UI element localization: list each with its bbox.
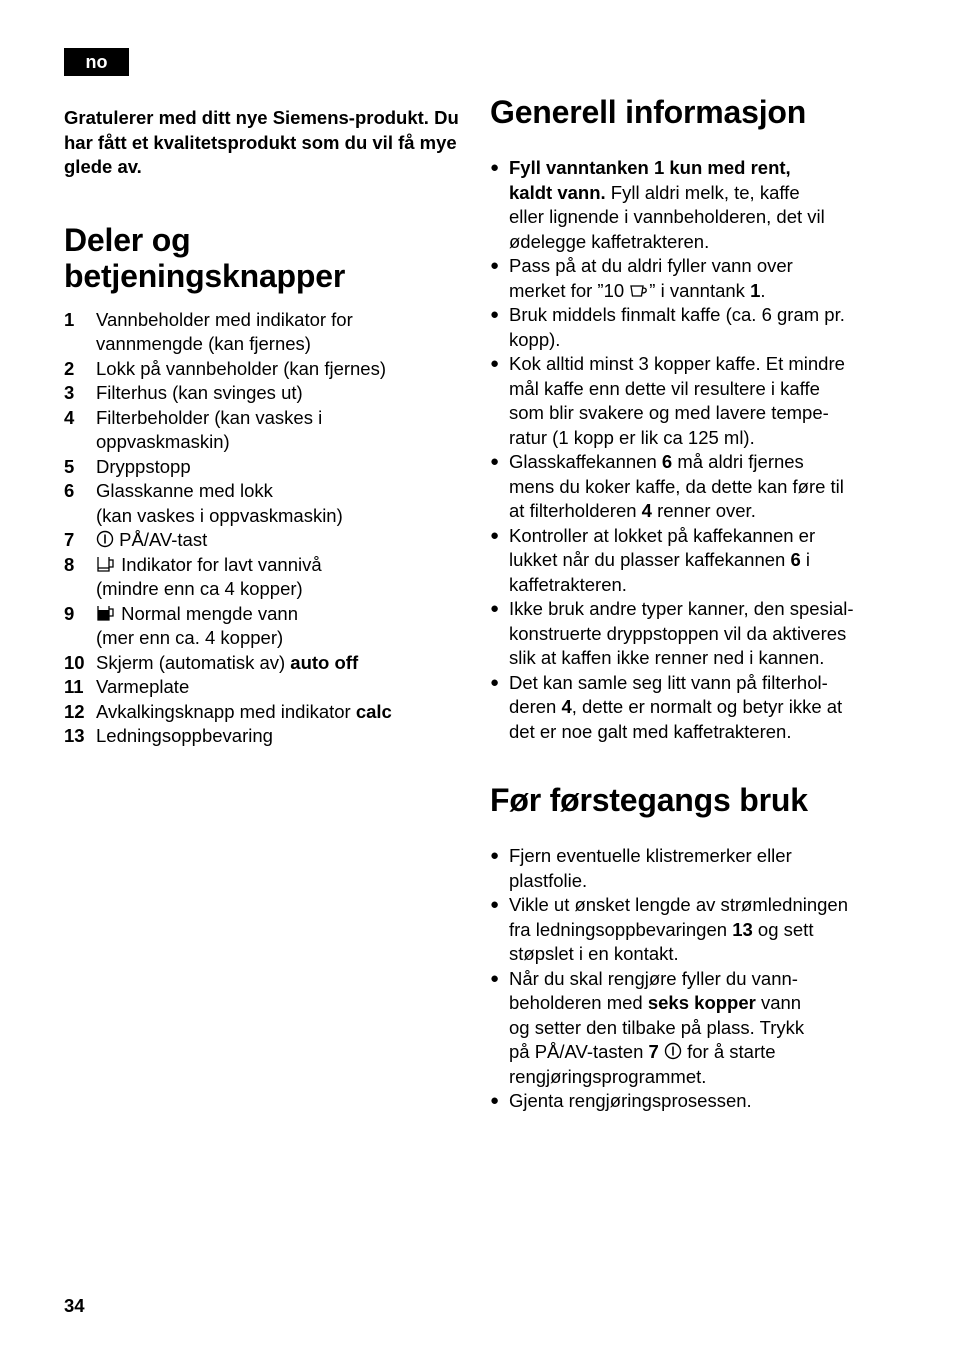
general-list: [490, 156, 890, 744]
part-text: Glasskanne med lokk (kan vaskes i oppvaskmaskin): [96, 480, 343, 526]
part-number: 9: [64, 602, 75, 624]
part-text: Indikator for lavt vannivå (mindre enn ca 4 kopper): [96, 553, 322, 599]
part-number: 3: [64, 382, 75, 403]
parts-list: [64, 308, 474, 749]
part-text: Varmeplate: [96, 676, 190, 697]
part-item-12: [64, 700, 474, 725]
bullet-icon: ●: [490, 847, 500, 864]
part-item-1: [64, 308, 474, 357]
part-text: Vannbeholder med indikator for vannmengde (kan fjernes): [96, 308, 353, 354]
bullet-icon: ●: [490, 969, 500, 987]
left-column: [64, 106, 474, 749]
part-number: 5: [64, 455, 75, 477]
list-item: ● Ikke bruk andre typer kanner, den spesial- konstruerte dryppstoppen vil da aktiveres slik at kaffen ikke renner ned i kannen.: [490, 597, 890, 671]
part-text: PÅ/AV-tast: [96, 528, 474, 553]
first-use-heading: Før førstegangs bruk: [490, 782, 808, 818]
part-text: Filterbeholder (kan vaskes i oppvaskmaskin): [96, 406, 323, 452]
cup-icon: [629, 283, 649, 299]
part-item-3: [64, 381, 474, 406]
bullet-icon: ●: [490, 306, 500, 323]
part-item-11: [64, 675, 474, 700]
list-item: ● Kok alltid minst 3 kopper kaffe. Et mindre mål kaffe enn dette vil resultere i kaffe som blir svakere og med lavere tempe- ratur (1 kopp er lik ca 125 ml).: [490, 352, 890, 450]
part-item-8: [64, 553, 474, 602]
part-number: 10: [64, 651, 85, 673]
power-icon: [664, 1042, 682, 1060]
list-item: ● Gjenta rengjøringsprosessen.: [490, 1089, 890, 1114]
part-item-5: [64, 455, 474, 480]
part-number: 6: [64, 480, 75, 501]
right-column: [490, 94, 890, 1114]
list-item: ● Fyll vanntanken 1 kun med rent, kaldt vann. Fyll aldri melk, te, kaffe eller lignende i vannbeholderen, det vil ødelegge kaffetrakteren.: [490, 156, 890, 254]
list-item: ● Når du skal rengjøre fyller du vann- beholderen med seks kopper vann og setter den tilbake på plass. Trykk på PÅ/AV-tasten 7 for å starte rengjøringsprogrammet.: [490, 967, 890, 1090]
bullet-icon: ●: [490, 257, 500, 274]
bullet-icon: ●: [490, 673, 500, 691]
part-text: Avkalkingsknapp med indikator calc: [96, 700, 392, 722]
list-item: ● Glasskaffekannen 6 må aldri fjernes mens du koker kaffe, da dette kan føre til at filterholderen 4 renner over.: [490, 450, 890, 524]
power-icon: [96, 530, 114, 548]
part-text: Ledningsoppbevaring: [96, 725, 273, 746]
part-text: Dryppstopp: [96, 455, 191, 477]
part-item-6: [64, 479, 474, 528]
part-number: 13: [64, 725, 85, 746]
part-item-10: [64, 651, 474, 676]
part-text: Skjerm (automatisk av) auto off: [96, 651, 359, 673]
part-number: 2: [64, 357, 75, 379]
part-number: 4: [64, 406, 75, 428]
bullet-icon: ●: [490, 600, 500, 617]
part-text: Normal mengde vann (mer enn ca. 4 kopper): [96, 602, 299, 648]
parts-heading-line1: Deler og: [64, 221, 191, 258]
bullet-icon: ●: [490, 355, 500, 372]
part-number: 12: [64, 700, 85, 722]
bullet-icon: ●: [490, 453, 500, 470]
part-item-9: [64, 602, 474, 651]
list-item: ● Fjern eventuelle klistremerker eller plastfolie.: [490, 844, 890, 893]
low-water-icon: [96, 555, 116, 573]
page-number: 34: [64, 1295, 85, 1316]
part-number: 11: [64, 676, 84, 697]
part-item-4: [64, 406, 474, 455]
part-item-2: [64, 357, 474, 382]
list-item: ● Pass på at du aldri fyller vann over merket for ”10 ” i vanntank 1.: [490, 254, 890, 303]
list-item: ● Vikle ut ønsket lengde av strømledningen fra ledningsoppbevaringen 13 og sett støpslet i en kontakt.: [490, 893, 890, 967]
general-heading: Generell informasjon: [490, 94, 807, 130]
bullet-icon: ●: [490, 896, 500, 913]
list-item: ● Kontroller at lokket på kaffekannen er lukket når du plasser kaffekannen 6 i kaffetrakteren.: [490, 524, 890, 598]
parts-heading-line2: betjeningsknapper: [64, 257, 346, 294]
list-item: ● Bruk middels finmalt kaffe (ca. 6 gram pr. kopp).: [490, 303, 890, 352]
part-text: Filterhus (kan svinges ut): [96, 382, 303, 403]
list-item: ● Det kan samle seg litt vann på filterhol- deren 4, dette er normalt og betyr ikke at det er noe galt med kaffetrakteren.: [490, 671, 890, 745]
part-item-7: [64, 528, 474, 553]
intro-text: Gratulerer med ditt nye Siemens-produkt. Du har fått et kvalitetsprodukt som du vil få mye glede av.: [64, 107, 459, 177]
part-number: 7: [64, 529, 75, 550]
first-use-list: [490, 844, 890, 1114]
part-number: 8: [64, 553, 75, 575]
part-number: 1: [64, 308, 75, 330]
parts-heading: [64, 222, 474, 294]
bullet-icon: ●: [490, 526, 500, 544]
bullet-icon: ●: [490, 159, 500, 176]
part-item-13: [64, 724, 474, 749]
normal-water-icon: [96, 604, 116, 622]
part-text: Lokk på vannbeholder (kan fjernes): [96, 357, 387, 379]
bullet-icon: ●: [490, 1092, 500, 1109]
language-tag: no: [64, 48, 129, 76]
